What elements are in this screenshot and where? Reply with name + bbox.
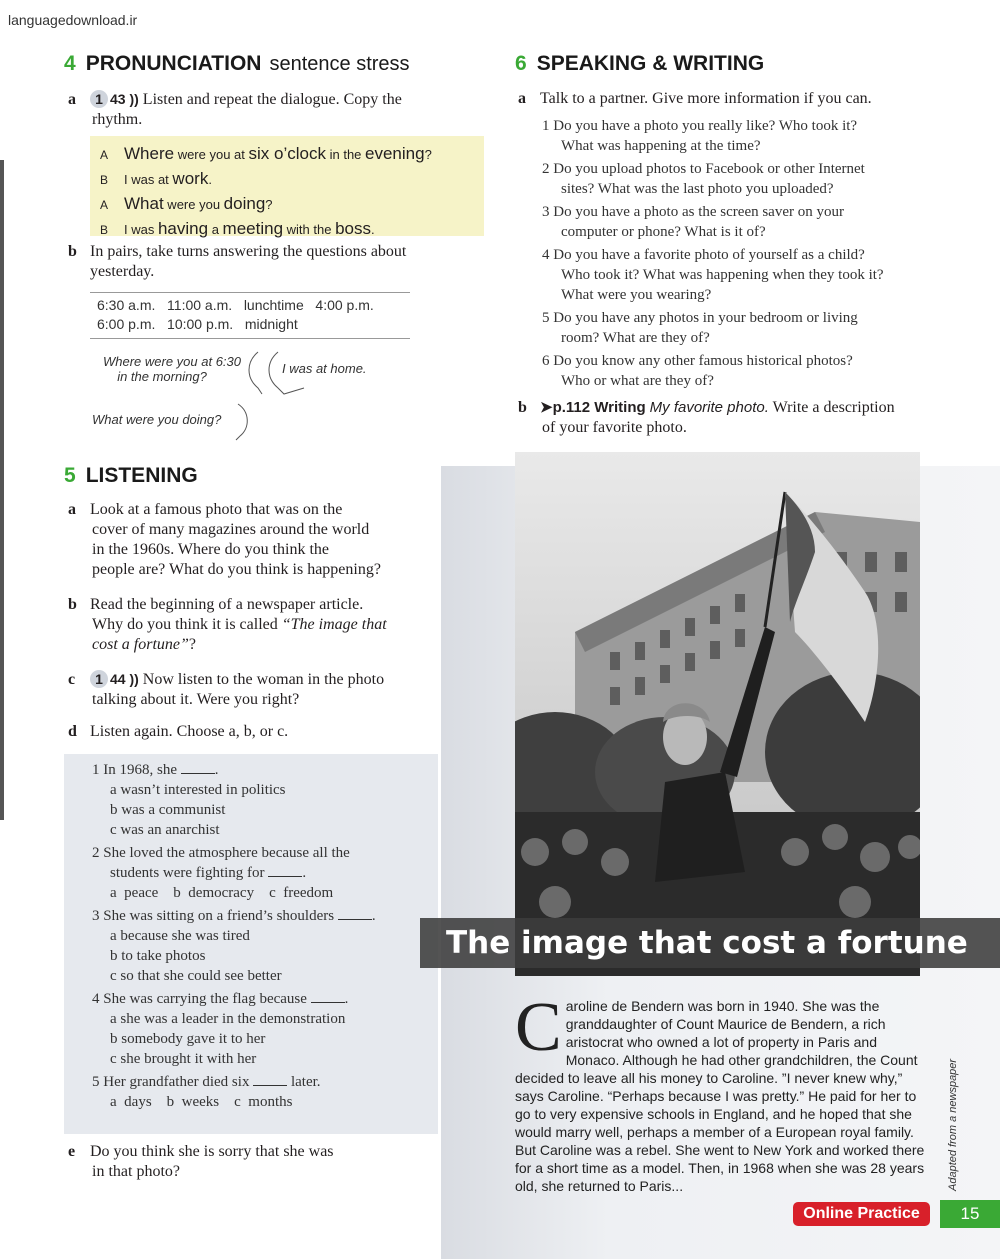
questions-list bbox=[92, 760, 432, 1112]
question bbox=[110, 863, 432, 883]
question-text: What was happening at the time? bbox=[561, 138, 761, 154]
page-edge bbox=[0, 160, 4, 820]
instruction-text: in that photo? bbox=[92, 1163, 180, 1180]
question-text: 2 Do you upload photos to Facebook or other Internet bbox=[542, 161, 865, 177]
instruction-text: In pairs, take turns answering the questions about bbox=[90, 243, 407, 260]
unstressed-words: were you at bbox=[174, 147, 249, 162]
dialogue-line bbox=[100, 217, 474, 242]
protest-photo bbox=[515, 452, 920, 976]
stressed-word: work bbox=[172, 169, 209, 188]
section-number: 5 bbox=[64, 464, 76, 487]
stressed-word: boss bbox=[335, 219, 371, 238]
exercise-5d bbox=[68, 722, 288, 742]
site-watermark: languagedownload.ir bbox=[8, 12, 138, 28]
dialogue-line bbox=[100, 192, 474, 217]
section-6-heading bbox=[515, 52, 764, 76]
answer-option[interactable]: a because she was tired bbox=[110, 928, 250, 944]
punctuation: ? bbox=[265, 197, 273, 212]
exercise-letter: a bbox=[68, 501, 76, 518]
question-text: sites? What was the last photo you uploaded? bbox=[561, 181, 834, 197]
audio-number: 43 bbox=[110, 91, 126, 107]
exercise-4b bbox=[68, 242, 488, 282]
unstressed-words: were you bbox=[163, 197, 224, 212]
speaker: A bbox=[100, 148, 109, 162]
speaker: B bbox=[100, 173, 109, 187]
article-text: aroline de Bendern was born in 1940. She was the granddaughter of Count Maurice de Bendern, a rich aristocrat who owned a lot of property in Paris and Monaco. Although he had other grandchildren, the Count decided to leave all his money to Caroline. ”I never knew why,” says Caroline. “Perhaps because I was pretty.” He paid for her to go to very expensive schools in England, and he hoped that she would marry well, perhaps a member of a European royal family. But Caroline was a rebel. She went to New York and worked there for a short time as a model. Then, in 1968 when she was 28 years old, she returned to Paris... bbox=[515, 998, 925, 1194]
exercise-letter: a bbox=[518, 90, 526, 107]
exercise-letter: b bbox=[518, 399, 527, 416]
question-text: 6 Do you know any other famous historical photos? bbox=[542, 353, 853, 369]
stressed-word: evening bbox=[365, 144, 425, 163]
instruction-text: talking about it. Were you right? bbox=[92, 691, 300, 708]
exercise-6a bbox=[518, 89, 958, 109]
stressed-word: Where bbox=[124, 144, 175, 163]
section-number: 6 bbox=[515, 52, 527, 75]
instruction-text: Why do you think it is called bbox=[92, 616, 278, 633]
speech-bubble bbox=[92, 354, 252, 384]
punctuation: ? bbox=[188, 636, 196, 653]
answer-blank[interactable] bbox=[268, 865, 302, 877]
writing-title: My favorite photo. bbox=[649, 399, 769, 416]
audio-track-icon[interactable]: 1 43 )) bbox=[90, 89, 139, 109]
answer-blank[interactable] bbox=[338, 908, 372, 920]
italic-title: cost a fortune” bbox=[92, 636, 189, 653]
question-text: computer or phone? What is it of? bbox=[561, 224, 766, 240]
question-text: 1 In 1968, she bbox=[92, 762, 177, 778]
question-text: students were fighting for bbox=[110, 865, 265, 881]
section-title: SPEAKING & WRITING bbox=[536, 52, 765, 75]
question bbox=[92, 906, 432, 926]
instruction-text: Look at a famous photo that was on the bbox=[90, 501, 343, 518]
stressed-word: meeting bbox=[222, 219, 284, 238]
dialogue-line bbox=[100, 167, 474, 192]
exercise-5a bbox=[68, 500, 428, 580]
question-text: 5 Her grandfather died six bbox=[92, 1074, 250, 1090]
question-text: 5 Do you have any photos in your bedroom or living bbox=[542, 310, 858, 326]
stressed-word: doing bbox=[223, 194, 266, 213]
punctuation: . bbox=[371, 908, 376, 924]
exercise-5c bbox=[68, 669, 438, 710]
italic-title: “The image that bbox=[281, 616, 387, 633]
exercise-letter: e bbox=[68, 1143, 76, 1160]
punctuation: . bbox=[302, 865, 307, 881]
instruction-text: yesterday. bbox=[90, 263, 155, 280]
exercise-6b bbox=[518, 398, 958, 438]
punctuation: ? bbox=[424, 147, 432, 162]
article-body bbox=[515, 989, 925, 1195]
section-5-heading bbox=[64, 464, 198, 488]
question-text: 3 She was sitting on a friend’s shoulders bbox=[92, 908, 335, 924]
article-title: The image that cost a fortune bbox=[420, 918, 1000, 968]
answer-option[interactable]: c was an anarchist bbox=[110, 822, 220, 838]
instruction-text: Read the beginning of a newspaper article. bbox=[90, 596, 364, 613]
question bbox=[92, 1072, 432, 1092]
exercise-letter: d bbox=[68, 723, 77, 740]
speech-bubble-reply: I was at home. bbox=[282, 361, 367, 376]
question-text: 4 Do you have a favorite photo of yourself as a child? bbox=[542, 247, 865, 263]
answer-blank[interactable] bbox=[311, 991, 345, 1003]
instruction-text: people are? What do you think is happening? bbox=[92, 561, 381, 578]
instruction-text: cover of many magazines around the world bbox=[92, 521, 370, 538]
answer-option[interactable]: a she was a leader in the demonstration bbox=[110, 1011, 346, 1027]
unstressed-words: in the bbox=[325, 147, 366, 162]
answer-options-inline[interactable]: a days b weeks c months bbox=[110, 1094, 293, 1110]
unstressed-words: with the bbox=[283, 222, 336, 237]
instruction-text: rhythm. bbox=[92, 111, 143, 128]
page-number: 15 bbox=[940, 1200, 1000, 1228]
unstressed-words: I was bbox=[124, 222, 158, 237]
question bbox=[92, 760, 432, 780]
punctuation: . bbox=[214, 762, 219, 778]
audio-number: 44 bbox=[110, 671, 126, 687]
divider bbox=[90, 338, 410, 339]
question-text: 2 She loved the atmosphere because all the bbox=[92, 845, 350, 861]
speech-bubble: What were you doing? bbox=[92, 412, 222, 427]
instruction-text: Now listen to the woman in the photo bbox=[142, 671, 385, 688]
answer-options-inline[interactable]: a peace b democracy c freedom bbox=[110, 885, 334, 901]
speaker: A bbox=[100, 198, 109, 212]
arrow-icon: ➤ bbox=[540, 399, 553, 416]
exercise-4a bbox=[68, 89, 468, 130]
answer-option[interactable]: b was a communist bbox=[110, 802, 226, 818]
punctuation: . bbox=[344, 991, 349, 1007]
answer-option[interactable]: b to take photos bbox=[110, 948, 206, 964]
audio-disc: 1 bbox=[90, 90, 108, 108]
question-text: 3 Do you have a photo as the screen saver on your bbox=[542, 204, 844, 220]
section-number: 4 bbox=[64, 52, 76, 75]
unstressed-words: a bbox=[208, 222, 223, 237]
answer-option[interactable]: b somebody gave it to her bbox=[110, 1031, 266, 1047]
dialogue-box bbox=[90, 136, 484, 236]
question-text: later. bbox=[290, 1074, 321, 1090]
question-text: What were you wearing? bbox=[561, 287, 712, 303]
bubble-outline-icon bbox=[232, 400, 262, 442]
answer-option[interactable]: c she brought it with her bbox=[110, 1051, 257, 1067]
question bbox=[92, 989, 432, 1009]
question-item bbox=[542, 159, 942, 199]
answer-blank[interactable] bbox=[253, 1074, 287, 1086]
question-item bbox=[542, 308, 942, 348]
online-practice-button[interactable]: Online Practice bbox=[793, 1202, 930, 1226]
section-title: PRONUNCIATION bbox=[85, 52, 262, 75]
exercise-5b bbox=[68, 595, 428, 655]
drop-cap: C bbox=[515, 989, 562, 1066]
instruction-text: Do you think she is sorry that she was bbox=[90, 1143, 334, 1160]
dialogue-line bbox=[100, 142, 474, 167]
bubble-text: Where were you at 6:30 bbox=[102, 354, 242, 369]
question-item bbox=[542, 245, 942, 305]
section-4-heading bbox=[64, 52, 410, 76]
question-item bbox=[542, 351, 942, 391]
instruction-text: Listen again. Choose a, b, or c. bbox=[90, 723, 289, 740]
exercise-5e bbox=[68, 1142, 428, 1182]
protest-photo-illustration bbox=[515, 452, 920, 976]
punctuation: . bbox=[208, 172, 212, 187]
speaker: B bbox=[100, 223, 109, 237]
question-text: 4 She was carrying the flag because bbox=[92, 991, 307, 1007]
audio-disc: 1 bbox=[90, 670, 108, 688]
source-note-text: Adapted from a newspaper bbox=[947, 1058, 959, 1191]
times-row: 6:00 p.m. 10:00 p.m. midnight bbox=[97, 316, 298, 332]
punctuation: . bbox=[370, 222, 375, 237]
answer-blank[interactable] bbox=[181, 762, 215, 774]
divider bbox=[90, 292, 410, 293]
audio-track-icon[interactable]: 1 44 )) bbox=[90, 669, 139, 689]
times-row: 6:30 a.m. 11:00 a.m. lunchtime 4:00 p.m. bbox=[97, 297, 374, 313]
exercise-letter: b bbox=[68, 243, 77, 260]
times-list bbox=[97, 296, 374, 334]
section-subtitle: sentence stress bbox=[269, 53, 410, 75]
question-text: room? What are they of? bbox=[561, 330, 710, 346]
source-note bbox=[937, 1058, 959, 1191]
unstressed-words: I was at bbox=[124, 172, 173, 187]
exercise-letter: b bbox=[68, 596, 77, 613]
answer-option[interactable]: c so that she could see better bbox=[110, 968, 282, 984]
answer-option[interactable]: a wasn’t interested in politics bbox=[110, 782, 286, 798]
instruction-text: Talk to a partner. Give more information if you can. bbox=[540, 90, 872, 107]
stressed-word: having bbox=[157, 219, 209, 238]
question-item bbox=[542, 202, 942, 242]
instruction-text: Listen and repeat the dialogue. Copy the bbox=[142, 91, 402, 108]
question-text: Who took it? What was happening when they took it? bbox=[561, 267, 884, 283]
stressed-word: What bbox=[124, 194, 164, 213]
question-item bbox=[542, 116, 942, 156]
exercise-letter: a bbox=[68, 91, 76, 108]
instruction-text: in the 1960s. Where do you think the bbox=[92, 541, 329, 558]
exercise-letter: c bbox=[68, 671, 76, 688]
instruction-text: Write a description bbox=[772, 399, 895, 416]
section-title: LISTENING bbox=[85, 464, 198, 487]
question-text: Who or what are they of? bbox=[561, 373, 714, 389]
discussion-questions bbox=[542, 116, 942, 391]
stressed-word: six o’clock bbox=[248, 144, 326, 163]
bubble-text: in the morning? bbox=[117, 369, 207, 384]
writing-reference-link[interactable]: p.112 Writing bbox=[552, 399, 646, 416]
instruction-text: of your favorite photo. bbox=[542, 419, 687, 436]
question-text: 1 Do you have a photo you really like? Who took it? bbox=[542, 118, 858, 134]
